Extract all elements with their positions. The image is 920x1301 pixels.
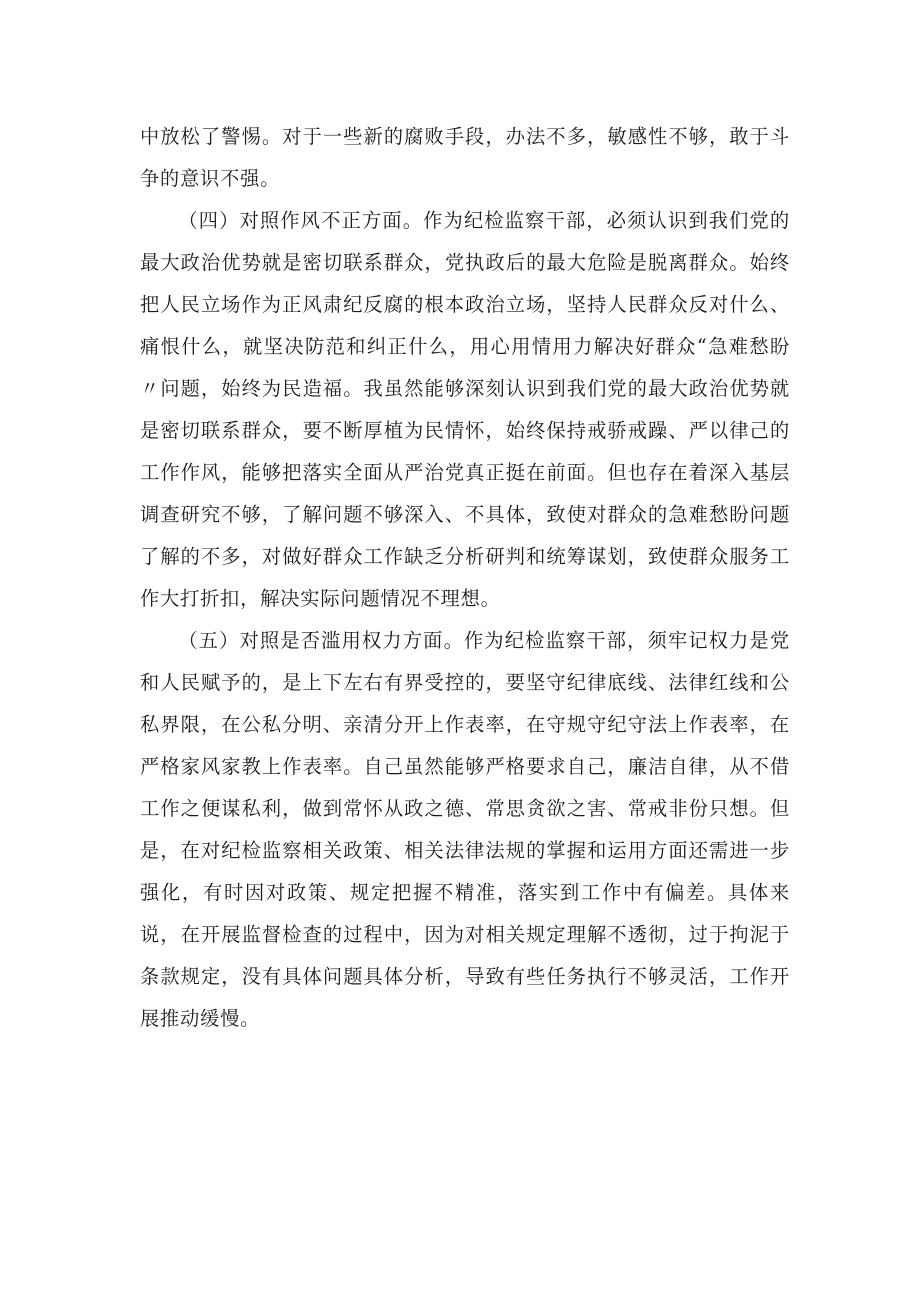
paragraph-continuation: 中放松了警惕。对于一些新的腐败手段，办法不多，敏感性不够，敢于斗争的意识不强。 <box>140 125 790 190</box>
document-body <box>140 116 790 1040</box>
paragraph-section-five: （五）对照是否滥用权力方面。作为纪检监察干部，须牢记权力是党和人民赋予的，是上下左右有界受控的，要坚守纪律底线、法律红线和公私界限，在公私分明、亲清分开上作表率，在守规守纪守法上作表率，在严格家风家教上作表率。自己虽然能够严格要求自己，廉洁自律，从不借工作之便谋私利，做到常怀从政之德、常思贪欲之害、常戒非份只想。但是，在对纪检监察相关政策、相关法律法规的掌握和运用方面还需进一步强化，有时因对政策、规定把握不精准，落实到工作中有偏差。具体来说，在开展监督检查的过程中，因为对相关规定理解不透彻，过于拘泥于条款规定，没有具体问题具体分析，导致有些任务执行不够灵活，工作开展推动缓慢。 <box>140 629 790 1030</box>
paragraph-section-four: （四）对照作风不正方面。作为纪检监察干部，必须认识到我们党的最大政治优势就是密切联系群众，党执政后的最大危险是脱离群众。始终把人民立场作为正风肃纪反腐的根本政治立场，坚持人民群众反对什么、痛恨什么，就坚决防范和纠正什么，用心用情用力解决好群众“急难愁盼〃问题，始终为民造福。我虽然能够深刻认识到我们党的最大政治优势就是密切联系群众，要不断厚植为民情怀，始终保持戒骄戒躁、严以律己的工作作风，能够把落实全面从严治党真正挺在前面。但也存在着深入基层调查研究不够，了解问题不够深入、不具体，致使对群众的急难愁盼问题了解的不多，对做好群众工作缺乏分析研判和统筹谋划，致使群众服务工作大打折扣，解决实际问题情况不理想。 <box>140 209 790 610</box>
